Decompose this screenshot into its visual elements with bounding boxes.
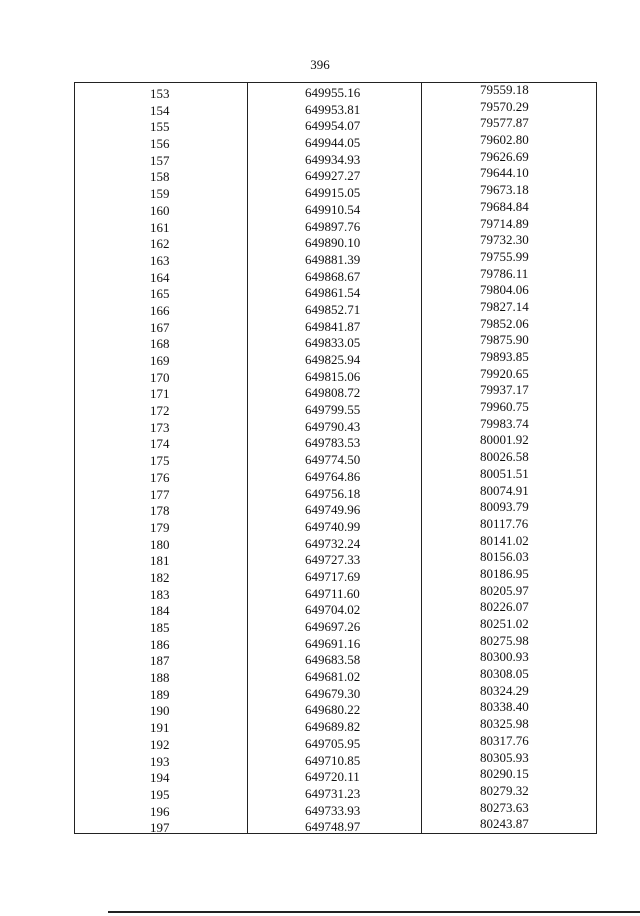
y-coordinate-cell: 80251.02 xyxy=(480,616,529,631)
y-coordinate-cell: 80317.76 xyxy=(480,732,529,748)
x-coordinate-cell: 649697.26 xyxy=(305,619,361,634)
point-id-cell: 187 xyxy=(150,653,170,669)
y-coordinate-cell: 80156.03 xyxy=(480,549,529,565)
point-id-cell: 194 xyxy=(150,770,170,786)
y-coordinate-cell: 80305.93 xyxy=(480,749,529,765)
y-coordinate-cell: 79559.18 xyxy=(480,82,529,97)
point-id-cell: 168 xyxy=(150,336,170,352)
point-id-cell: 155 xyxy=(150,119,170,135)
x-coordinate-cell: 649861.54 xyxy=(305,285,361,301)
x-coordinate-cell: 649748.97 xyxy=(305,819,361,835)
y-coordinate-cell: 79673.18 xyxy=(480,182,529,198)
x-coordinate-cell: 649681.02 xyxy=(305,669,361,685)
point-id-cell: 161 xyxy=(150,219,170,235)
point-id-cell: 196 xyxy=(150,803,170,819)
y-coordinate-cell: 80226.07 xyxy=(480,599,529,615)
point-id-cell: 191 xyxy=(150,720,170,736)
page-number: 396 xyxy=(310,57,330,72)
y-coordinate-cell: 79755.99 xyxy=(480,248,529,264)
x-coordinate-cell: 649808.72 xyxy=(305,385,361,401)
x-coordinate-cell: 649764.86 xyxy=(305,468,361,484)
point-id-cell: 174 xyxy=(150,436,170,452)
x-coordinate-cell: 649749.96 xyxy=(305,502,361,518)
x-coordinate-cell: 649711.60 xyxy=(305,585,360,601)
x-coordinate-cell: 649731.23 xyxy=(305,785,361,801)
point-id-cell: 180 xyxy=(150,536,170,552)
point-id-cell: 170 xyxy=(150,369,170,385)
x-coordinate-cell: 649720.11 xyxy=(305,769,360,785)
x-coordinate-cell: 649740.99 xyxy=(305,518,361,534)
y-coordinate-cell: 79684.84 xyxy=(480,198,529,214)
y-coordinate-cell: 80093.79 xyxy=(480,499,529,515)
y-coordinate-cell: 80186.95 xyxy=(480,565,529,581)
bottom-rule xyxy=(108,911,640,913)
y-coordinate-cell: 80325.98 xyxy=(480,716,529,732)
x-coordinate-cell: 649732.24 xyxy=(305,535,361,551)
point-id-cell: 169 xyxy=(150,353,170,368)
x-coordinate-cell: 649841.87 xyxy=(305,318,361,334)
x-coordinate-cell: 649881.39 xyxy=(305,251,361,267)
point-id-cell: 157 xyxy=(150,152,170,168)
y-coordinate-cell: 79570.29 xyxy=(480,98,529,114)
x-coordinate-cell: 649815.06 xyxy=(305,368,361,384)
x-coordinate-cell: 649852.71 xyxy=(305,301,361,317)
x-coordinate-cell: 649915.05 xyxy=(305,185,361,201)
x-coordinate-cell: 649717.69 xyxy=(305,568,361,584)
x-coordinate-cell: 649691.16 xyxy=(305,635,361,651)
point-id-cell: 158 xyxy=(150,169,170,185)
point-id-cell: 167 xyxy=(150,319,170,335)
y-coordinate-cell: 79983.74 xyxy=(480,415,529,431)
y-coordinate-cell: 79960.75 xyxy=(480,399,529,415)
x-coordinate-cell: 649733.93 xyxy=(305,802,361,818)
point-id-cell: 171 xyxy=(150,386,170,402)
table-row xyxy=(75,816,596,836)
point-id-cell: 172 xyxy=(150,403,170,419)
y-coordinate-cell: 79644.10 xyxy=(480,165,529,181)
point-id-cell: 159 xyxy=(150,186,170,202)
x-coordinate-cell: 649799.55 xyxy=(305,402,361,418)
x-coordinate-cell: 649897.76 xyxy=(305,218,361,234)
point-id-cell: 183 xyxy=(150,586,170,602)
y-coordinate-cell: 79937.17 xyxy=(480,382,529,398)
x-coordinate-cell: 649756.18 xyxy=(305,485,361,501)
y-coordinate-cell: 79852.06 xyxy=(480,315,529,331)
coordinates-table xyxy=(74,82,597,834)
x-coordinate-cell: 649710.85 xyxy=(305,752,361,768)
y-coordinate-cell: 80290.15 xyxy=(480,766,529,782)
y-coordinate-cell: 79577.87 xyxy=(480,115,529,131)
x-coordinate-cell: 649953.81 xyxy=(305,101,361,117)
y-coordinate-cell: 79827.14 xyxy=(480,298,529,314)
x-coordinate-cell: 649704.02 xyxy=(305,602,361,618)
y-coordinate-cell: 80324.29 xyxy=(480,682,529,698)
point-id-cell: 154 xyxy=(150,102,170,118)
y-coordinate-cell: 79893.85 xyxy=(480,349,529,364)
y-coordinate-cell: 80338.40 xyxy=(480,699,529,715)
x-coordinate-cell: 649689.82 xyxy=(305,719,361,735)
y-coordinate-cell: 80300.93 xyxy=(480,649,529,665)
x-coordinate-cell: 649790.43 xyxy=(305,418,361,434)
x-coordinate-cell: 649890.10 xyxy=(305,235,361,251)
x-coordinate-cell: 649774.50 xyxy=(305,452,361,468)
point-id-cell: 190 xyxy=(150,703,170,719)
x-coordinate-cell: 649833.05 xyxy=(305,335,361,351)
y-coordinate-cell: 80243.87 xyxy=(480,816,529,832)
y-coordinate-cell: 79804.06 xyxy=(480,282,529,298)
y-coordinate-cell: 80001.92 xyxy=(480,432,529,448)
point-id-cell: 197 xyxy=(150,820,170,836)
y-coordinate-cell: 79875.90 xyxy=(480,332,529,348)
y-coordinate-cell: 80074.91 xyxy=(480,482,529,498)
point-id-cell: 166 xyxy=(150,302,170,318)
y-coordinate-cell: 80026.58 xyxy=(480,449,529,465)
x-coordinate-cell: 649927.27 xyxy=(305,168,361,184)
point-id-cell: 153 xyxy=(150,86,170,101)
point-id-cell: 184 xyxy=(150,603,170,619)
point-id-cell: 164 xyxy=(150,269,170,285)
y-coordinate-cell: 79786.11 xyxy=(480,265,529,281)
x-coordinate-cell: 649955.16 xyxy=(305,85,361,100)
point-id-cell: 176 xyxy=(150,469,170,485)
x-coordinate-cell: 649680.22 xyxy=(305,702,361,718)
point-id-cell: 193 xyxy=(150,753,170,769)
x-coordinate-cell: 649705.95 xyxy=(305,735,361,751)
x-coordinate-cell: 649679.30 xyxy=(305,685,361,701)
x-coordinate-cell: 649783.53 xyxy=(305,435,361,451)
y-coordinate-cell: 79626.69 xyxy=(480,148,529,164)
x-coordinate-cell: 649944.05 xyxy=(305,135,361,151)
y-coordinate-cell: 80279.32 xyxy=(480,782,529,798)
x-coordinate-cell: 649683.58 xyxy=(305,652,361,668)
y-coordinate-cell: 80141.02 xyxy=(480,532,529,548)
point-id-cell: 162 xyxy=(150,236,170,252)
point-id-cell: 165 xyxy=(150,286,170,302)
table-body xyxy=(75,82,596,836)
x-coordinate-cell: 649954.07 xyxy=(305,118,361,134)
point-id-cell: 178 xyxy=(150,503,170,519)
point-id-cell: 177 xyxy=(150,486,170,502)
y-coordinate-cell: 79732.30 xyxy=(480,232,529,248)
point-id-cell: 186 xyxy=(150,636,170,652)
point-id-cell: 181 xyxy=(150,553,170,569)
y-coordinate-cell: 79714.89 xyxy=(480,215,529,231)
x-coordinate-cell: 649910.54 xyxy=(305,201,361,217)
point-id-cell: 192 xyxy=(150,736,170,752)
point-id-cell: 185 xyxy=(150,620,170,635)
point-id-cell: 163 xyxy=(150,252,170,268)
point-id-cell: 182 xyxy=(150,569,170,585)
point-id-cell: 188 xyxy=(150,670,170,686)
y-coordinate-cell: 80051.51 xyxy=(480,465,529,481)
y-coordinate-cell: 80205.97 xyxy=(480,582,529,598)
y-coordinate-cell: 80117.76 xyxy=(480,515,529,531)
point-id-cell: 160 xyxy=(150,202,170,218)
y-coordinate-cell: 79920.65 xyxy=(480,365,529,381)
y-coordinate-cell: 80273.63 xyxy=(480,799,529,815)
x-coordinate-cell: 649934.93 xyxy=(305,151,361,167)
point-id-cell: 156 xyxy=(150,136,170,152)
x-coordinate-cell: 649868.67 xyxy=(305,268,361,284)
y-coordinate-cell: 80275.98 xyxy=(480,632,529,648)
y-coordinate-cell: 80308.05 xyxy=(480,666,529,682)
x-coordinate-cell: 649825.94 xyxy=(305,352,361,367)
x-coordinate-cell: 649727.33 xyxy=(305,552,361,568)
point-id-cell: 195 xyxy=(150,786,170,802)
point-id-cell: 189 xyxy=(150,686,170,702)
point-id-cell: 173 xyxy=(150,419,170,435)
point-id-cell: 175 xyxy=(150,453,170,469)
point-id-cell: 179 xyxy=(150,519,170,535)
y-coordinate-cell: 79602.80 xyxy=(480,132,529,148)
